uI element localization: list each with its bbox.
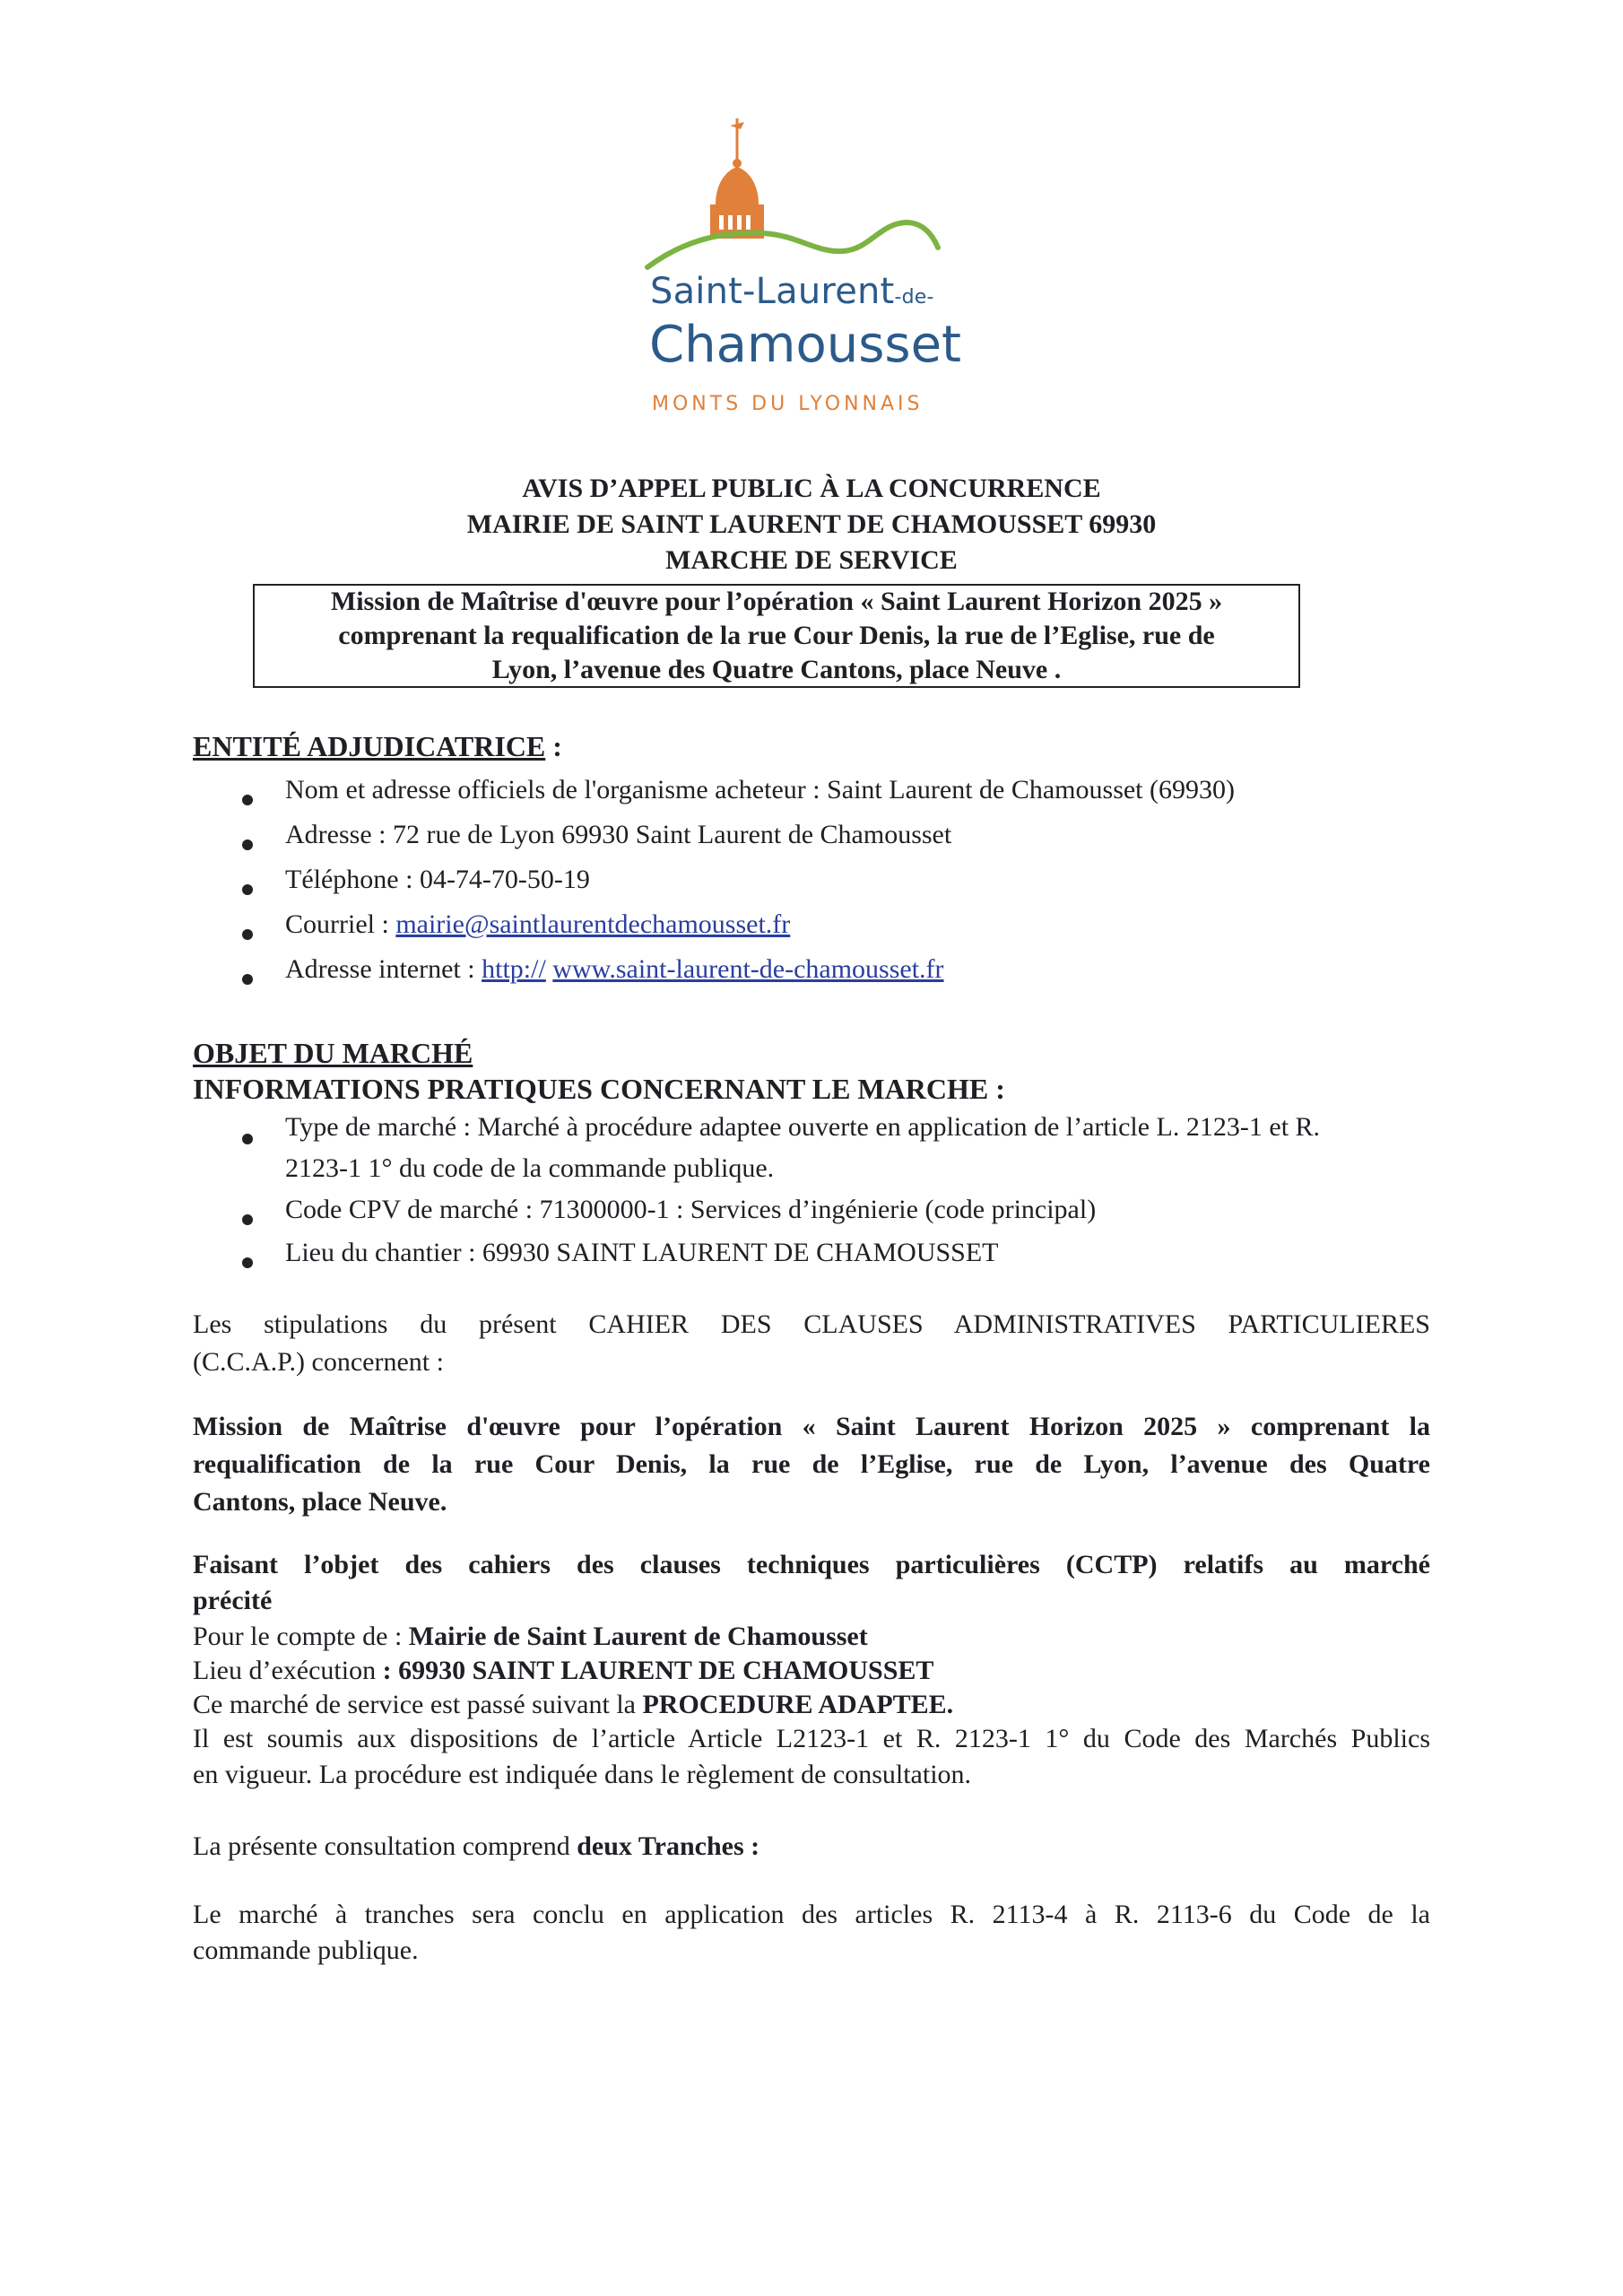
logo-tagline: MONTS DU LYONNAIS: [652, 393, 924, 415]
logo-line-1: Saint-Laurent-de-: [650, 271, 934, 312]
cctp-line-2: précité: [193, 1586, 273, 1615]
stipulations-line-1: Les stipulations du présent CAHIER DES CLAUSES ADMINISTRATIVES PARTICULIERES: [193, 1309, 1430, 1339]
stipulations-line-2: (C.C.A.P.) concernent :: [193, 1347, 444, 1377]
conclusion-line-2: commande publique.: [193, 1935, 419, 1965]
logo-dome: [716, 167, 759, 204]
logo-line-2: Chamousset: [649, 316, 961, 374]
tranches-line: La présente consultation comprend deux Tranches :: [193, 1831, 760, 1861]
market-type-item-line-1: Type de marché : Marché à procédure adaptee ouverte en application de l’article L. 2123-1 et R.: [285, 1112, 1321, 1142]
entite-email-item: Courriel : mairie@saintlaurentdechamousset.fr: [285, 909, 791, 939]
cctp-line-1: Faisant l’objet des cahiers des clauses techniques particulières (CCTP) relatifs au marché: [193, 1550, 1430, 1579]
market-type-heading: MARCHE DE SERVICE: [665, 545, 958, 575]
municipal-logo: [628, 108, 968, 430]
mission-box-line-2: comprenant la requalification de la rue Cour Denis, la rue de l’Eglise, rue de: [338, 621, 1215, 650]
bullet-icon: [242, 795, 253, 805]
regulation-line-1: Il est soumis aux dispositions de l’article Article L2123-1 et R. 2123-1 1° du Code des Marchés Publics: [193, 1724, 1430, 1753]
mission-paragraph-line-2: requalification de la rue Cour Denis, la rue de l’Eglise, rue de Lyon, l’avenue des Quatre: [193, 1449, 1430, 1479]
email-link[interactable]: mairie@saintlaurentdechamousset.fr: [395, 909, 791, 939]
mairie-heading: MAIRIE DE SAINT LAURENT DE CHAMOUSSET 69930: [466, 509, 1157, 539]
bullet-icon: [242, 929, 253, 940]
bullet-icon: [242, 884, 253, 895]
website-link[interactable]: www.saint-laurent-de-chamousset.fr: [552, 954, 944, 984]
regulation-line-2: en vigueur. La procédure est indiquée dans le règlement de consultation.: [193, 1760, 972, 1789]
bullet-icon: [242, 1214, 253, 1225]
mission-paragraph-line-3: Cantons, place Neuve.: [193, 1487, 447, 1517]
mission-paragraph-line-1: Mission de Maîtrise d'œuvre pour l’opération « Saint Laurent Horizon 2025 » comprenant la: [193, 1412, 1430, 1441]
cpv-code-item: Code CPV de marché : 71300000-1 : Services d’ingénierie (code principal): [285, 1195, 1097, 1224]
entite-address-item: Adresse : 72 rue de Lyon 69930 Saint Laurent de Chamousset: [285, 820, 952, 849]
entite-phone-item: Téléphone : 04-74-70-50-19: [285, 865, 590, 894]
mission-box-line-1: Mission de Maîtrise d'œuvre pour l’opération « Saint Laurent Horizon 2025 »: [330, 587, 1223, 616]
site-location-item: Lieu du chantier : 69930 SAINT LAURENT DE CHAMOUSSET: [285, 1238, 999, 1267]
objet-subtitle: INFORMATIONS PRATIQUES CONCERNANT LE MARCHE :: [193, 1073, 1005, 1105]
market-type-item-line-2: 2123-1 1° du code de la commande publique.: [285, 1153, 775, 1183]
conclusion-line-1: Le marché à tranches sera conclu en application des articles R. 2113-4 à R. 2113-6 du Code de la: [193, 1900, 1430, 1929]
website-link-protocol[interactable]: http://: [482, 954, 546, 984]
bullet-icon: [242, 839, 253, 850]
logo-orb: [733, 159, 742, 168]
procedure-line: Ce marché de service est passé suivant la PROCEDURE ADAPTEE.: [193, 1690, 954, 1719]
mission-box-line-3: Lyon, l’avenue des Quatre Cantons, place Neuve .: [491, 655, 1062, 684]
notice-heading: AVIS D’APPEL PUBLIC À LA CONCURRENCE: [522, 474, 1101, 503]
logo-hills: [647, 222, 938, 267]
bullet-icon: [242, 974, 253, 985]
bullet-icon: [242, 1134, 253, 1144]
bullet-icon: [242, 1257, 253, 1268]
objet-title: OBJET DU MARCHÉ: [193, 1037, 473, 1069]
execution-place-line: Lieu d’exécution : 69930 SAINT LAURENT DE CHAMOUSSET: [193, 1656, 934, 1685]
client-line: Pour le compte de : Mairie de Saint Laurent de Chamousset: [193, 1622, 868, 1651]
entite-title: ENTITÉ ADJUDICATRICE :: [193, 730, 562, 762]
entite-name-item: Nom et adresse officiels de l'organisme acheteur : Saint Laurent de Chamousset (69930): [285, 775, 1235, 804]
entite-website-item: Adresse internet : http:// www.saint-laurent-de-chamousset.fr: [285, 954, 944, 984]
